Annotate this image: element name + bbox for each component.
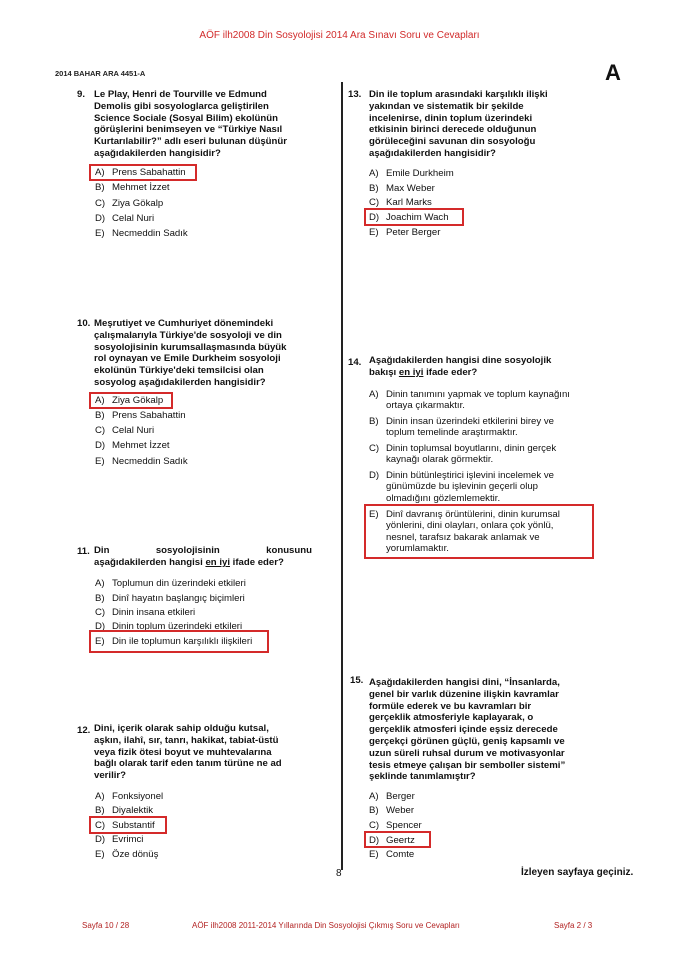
option-b: B) Weber — [369, 805, 415, 816]
option-d: D) Celal Nuri — [95, 213, 155, 224]
footer-title: AÖF ilh2008 2011-2014 Yıllarında Din Sosyolojisi Çıkmış Soru ve Cevapları — [192, 921, 460, 930]
question-number: 11. — [77, 546, 90, 557]
answer-highlight-box — [364, 504, 594, 559]
option-b: B) Dinî hayatın başlangıç biçimleri — [95, 593, 245, 604]
option-c: C) Celal Nuri — [95, 425, 155, 436]
answer-highlight-box — [89, 630, 269, 653]
option-d: D) Dinin toplum üzerindeki etkileri — [95, 621, 243, 632]
option-d: D) Geertz — [369, 835, 415, 846]
option-e: E) Din ile toplumun karşılıklı ilişkileri — [95, 636, 253, 647]
option-d: D) Evrimci — [95, 834, 144, 845]
option-c: C) Karl Marks — [369, 197, 432, 208]
booklet-letter: A — [605, 60, 621, 85]
question-number: 15. — [350, 675, 364, 686]
answer-highlight-box — [364, 831, 431, 848]
option-a: A) Emile Durkheim — [369, 168, 454, 179]
question-text: Din sosyolojisinin konusunu aşağıdakilerden hangisi en iyi ifade eder? — [94, 545, 312, 568]
option-b: B) Prens Sabahattin — [95, 410, 186, 421]
option-d: D) Dinin bütünleştirici işlevini incelemek ve günümüzde bu işlevinin geçerli olup olmadığını gözlemlemektir. — [369, 470, 554, 504]
question-number: 10. — [77, 318, 91, 329]
question-text: Aşağıdakilerden hangisi dini, “İnsanlarda, genel bir varlık düzenine ilişkin kavramlar formüle ederek ve bu kavramları bir gerçeklik atmosferiyle kaplayarak, o gerçeklik atmosferi içinde eşsiz derecede gerçekçi görünen güçlü, geniş kapsamlı ve uzun süreli ruhsal durum ve motivasyonlar tesis etmeye çalışan bir semboller sistemi” şeklinde tanımlamıştır? — [369, 677, 566, 783]
option-e: E) Öze dönüş — [95, 849, 159, 860]
question-text: Meşrutiyet ve Cumhuriyet dönemindeki çalışmalarıyla Türkiye'de sosyoloji ve din sosyolojisinin kurumsallaşmasında büyük rol oynayan ve Emile Durkheim sosyoloji ekolünün Türkiye'deki temsilcisi olan sosyolog aşağıdakilerden hangisidir? — [94, 318, 287, 388]
question-text: Aşağıdakilerden hangisi dine sosyolojik bakışı en iyi ifade eder? — [369, 355, 552, 378]
option-a: A) Prens Sabahattin — [95, 167, 186, 178]
question-number: 9. — [77, 89, 86, 100]
option-a: A) Toplumun din üzerindeki etkileri — [95, 578, 246, 589]
option-c: C) Dinin toplumsal boyutlarını, dinin gerçek kaynağı olarak görmektir. — [369, 443, 557, 466]
answer-highlight-box — [89, 392, 173, 409]
page-number: 8 — [336, 868, 342, 879]
question-number: 14. — [348, 357, 362, 368]
column-divider — [341, 82, 343, 870]
option-a: A) Dinin tanımını yapmak ve toplum kaynağını ortaya çıkarmaktır. — [369, 389, 570, 412]
option-c: C) Spencer — [369, 820, 422, 831]
option-d: D) Mehmet İzzet — [95, 440, 170, 451]
answer-highlight-box — [89, 164, 197, 181]
option-c: C) Dinin insana etkileri — [95, 607, 196, 618]
question-text: Din ile toplum arasındaki karşılıklı ilişki yakından ve sistematik bir şekilde incelenirse, dinin toplum üzerindeki etkisinin birinci derecede olduğunun görüleceğini savunan din sosyoloğu aşağıdakilerden hangisidir? — [369, 89, 548, 159]
option-e: E) Peter Berger — [369, 227, 441, 238]
footer-page-right: Sayfa 2 / 3 — [554, 921, 593, 930]
next-page-note: İzleyen sayfaya geçiniz. — [521, 867, 634, 878]
option-c: C) Ziya Gökalp — [95, 198, 164, 209]
option-c: C) Substantif — [95, 820, 155, 831]
question-number: 13. — [348, 89, 362, 100]
option-e: E) Comte — [369, 849, 415, 860]
answer-highlight-box — [89, 816, 167, 834]
exam-code: 2014 BAHAR ARA 4451-A — [55, 69, 146, 78]
question-number: 12. — [77, 725, 91, 736]
footer-page-left: Sayfa 10 / 28 — [82, 921, 130, 930]
option-d: D) Joachim Wach — [369, 212, 449, 223]
option-a: A) Berger — [369, 791, 415, 802]
option-b: B) Mehmet İzzet — [95, 182, 170, 193]
question-text: Le Play, Henri de Tourville ve Edmund Demolis gibi sosyologlarca geliştirilen Science Sociale (Sosyal Bilim) ekolünün görüşlerini benimseyen ve “Türkiye Nasıl Kurtarılabilir?” adlı eseri bulunan düşünür aşağıdakilerden hangisidir? — [94, 89, 287, 159]
option-a: A) Fonksiyonel — [95, 791, 164, 802]
option-e: E) Necmeddin Sadık — [95, 228, 188, 239]
answer-highlight-box — [364, 208, 464, 226]
option-b: B) Dinin insan üzerindeki etkilerini birey ve toplum temelinde araştırmaktır. — [369, 416, 554, 439]
option-b: B) Max Weber — [369, 183, 435, 194]
option-e: E) Necmeddin Sadık — [95, 456, 188, 467]
option-a: A) Ziya Gökalp — [95, 395, 164, 406]
document-header-title: AÖF ilh2008 Din Sosyolojisi 2014 Ara Sınavı Soru ve Cevapları — [199, 30, 480, 41]
option-b: B) Diyalektik — [95, 805, 154, 816]
option-e: E) Dinî davranış örüntülerini, dinin kurumsal yönlerini, dini olayları, onlara çok yönlü, nesnel, tarafsız bakarak anlamak ve yorumlamaktır. — [369, 509, 560, 555]
question-text: Dini, içerik olarak sahip olduğu kutsal, aşkın, ilahî, sır, tanrı, hakikat, tabiat-üstü veya fizik ötesi boyut ve muhtevalarına bağlı olarak tarif eden tanım türüne ne ad verilir? — [94, 723, 282, 782]
